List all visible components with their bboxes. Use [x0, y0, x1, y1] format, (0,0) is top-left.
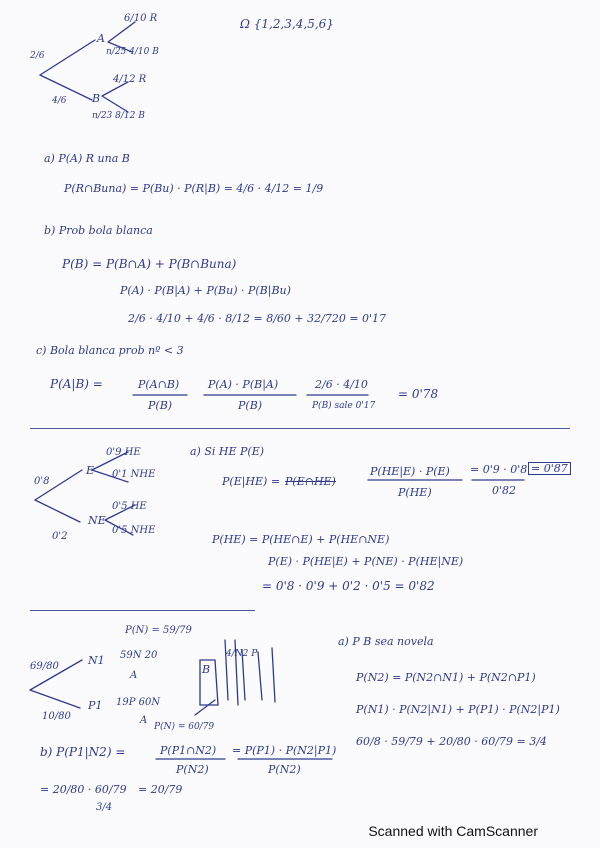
part-c-result: = 0'78 [398, 387, 439, 401]
tree3-branch-p1 [30, 690, 80, 708]
tree3-n1: N1 [88, 654, 105, 667]
tree2-label-e: E [86, 464, 95, 477]
sample-space: Ω {1,2,3,4,5,6} [240, 17, 334, 31]
s2-eq1-num: P(HE|E) · P(E) [370, 465, 450, 478]
sketch-arrow [195, 700, 215, 715]
tree2-he1: 0'9 HE [106, 447, 141, 458]
tree3-p1: P1 [88, 699, 103, 712]
tree2-branch-ne [35, 500, 80, 522]
tree3-prob-n1: 69/80 [30, 661, 59, 672]
s3-b-res1: = 20/80 · 60/79 [40, 783, 127, 796]
tree3-n1-branch: 59N 20 [120, 650, 158, 661]
s3-b-den: P(N2) [176, 763, 209, 776]
tree3-p1-branch: 19P 60N [116, 697, 161, 708]
s2-eq1-left: P(E|HE) = [222, 475, 281, 488]
divider-2 [30, 610, 255, 611]
tree1-label-b: B [92, 92, 101, 105]
s3-b-res2: = 20/79 [138, 783, 183, 796]
tree1-b-sub: n/23 8/12 B [92, 111, 145, 121]
tree2-nhe1: 0'1 NHE [112, 469, 156, 480]
sketch-label: B [202, 663, 211, 676]
s2-eq1-struck: P(E∩HE) [285, 475, 336, 488]
s3-b-left: b) P(P1|N2) = [40, 745, 126, 759]
s3-b-mid-den: P(N2) [268, 763, 301, 776]
s2-eq2: P(HE) = P(HE∩E) + P(HE∩NE) [212, 533, 390, 546]
s3-a-eq3: 60/8 · 59/79 + 20/80 · 60/79 = 3/4 [356, 735, 547, 748]
s3-b-num: P(P1∩N2) [160, 744, 217, 757]
tree1-label-a: A [97, 32, 105, 45]
part-a-equation: P(R∩Buna) = P(Bu) · P(R|B) = 4/6 · 4/12 = 1/9 [64, 182, 324, 195]
s2-eq1-result: = 0'87 [528, 462, 571, 475]
part-c-mid-num: P(A) · P(B|A) [208, 378, 279, 391]
part-b-eq3: 2/6 · 4/10 + 4/6 · 8/12 = 8/60 + 32/720 = 0'17 [128, 312, 387, 325]
s2-title: a) Si HE P(E) [190, 445, 265, 458]
part-c-title: c) Bola blanca prob nº < 3 [36, 344, 184, 357]
part-c-right-num: 2/6 · 4/10 [315, 378, 368, 391]
s3-a-eq2: P(N1) · P(N2|N1) + P(P1) · P(N2|P1) [356, 703, 560, 716]
scanner-watermark: Scanned with CamScanner [368, 823, 538, 839]
part-c-mid-den: P(B) [238, 399, 263, 412]
tree1-sub-b [102, 82, 128, 112]
tree2-nhe2: 0'5 NHE [112, 525, 156, 536]
s2-eq1-res-den: 0'82 [492, 484, 517, 497]
tree3-n1-sub: A [130, 670, 138, 681]
part-c-frac-num: P(A∩B) [138, 378, 180, 391]
tree3-p-small: P(N) = 60/79 [154, 722, 215, 732]
tree2-prob-ne: 0'2 [52, 531, 68, 542]
s2-eq1-res-num: = 0'9 · 0'8 [470, 463, 528, 476]
tree3-prob-p1: 10/80 [42, 711, 71, 722]
tree2-he2: 0'5 HE [112, 501, 147, 512]
part-b-title: b) Prob bola blanca [44, 224, 153, 237]
s2-eq4: = 0'8 · 0'9 + 0'2 · 0'5 = 0'82 [262, 579, 435, 593]
tree1-prob-b: 4/6 [52, 96, 67, 106]
part-c-frac-den: P(B) [148, 399, 173, 412]
part-a-title: a) P(A) R una B [44, 152, 130, 165]
tree1-a-branch: 6/10 R [124, 13, 158, 24]
part-b-eq2: P(A) · P(B|A) + P(Bu) · P(B|Bu) [120, 284, 291, 297]
divider-1 [30, 428, 570, 429]
s2-eq3: P(E) · P(HE|E) + P(NE) · P(HE|NE) [268, 555, 464, 568]
tree1-branch-a [40, 40, 95, 75]
s3-b-res1-den: 3/4 [96, 802, 113, 813]
s2-eq1-den: P(HE) [398, 486, 432, 499]
tree3-p1-sub: A [140, 715, 148, 726]
sketch-extra: 4/N2 P [226, 649, 258, 659]
part-b-eq1: P(B) = P(B∩A) + P(B∩Buna) [62, 257, 237, 271]
part-c-left: P(A|B) = [50, 377, 103, 391]
tree2-label-ne: NE [88, 514, 106, 527]
tree1-b-branch: 4/12 R [113, 74, 147, 85]
s3-b-mid-num: = P(P1) · P(N2|P1) [232, 744, 337, 757]
tree2-prob-e: 0'8 [34, 476, 50, 487]
part-c-right-den: P(B) sale 0'17 [312, 401, 376, 411]
s3-a-eq1: P(N2) = P(N2∩N1) + P(N2∩P1) [356, 671, 536, 684]
tree1-a-sub: n/25 4/10 B [106, 47, 159, 57]
tree1-prob-a: 2/6 [30, 51, 45, 61]
s3-a-title: a) P B sea novela [338, 635, 434, 648]
s3-pn: P(N) = 59/79 [125, 625, 192, 636]
